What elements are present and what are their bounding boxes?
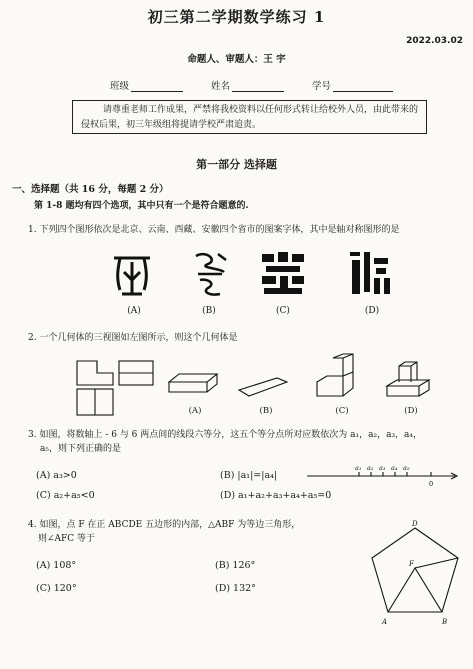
q2-option-b[interactable]: (B) <box>259 406 273 416</box>
question-1 <box>28 223 448 237</box>
q1-option-b[interactable]: (B) <box>202 306 216 316</box>
axis-label-a5: a₅ <box>403 464 410 472</box>
class-field <box>110 78 183 92</box>
question-3-text-line1: 如图，将数轴上 - 6 与 6 两点间的线段六等分，这五个等分点所对应数依次为 a₁，a₂，a₃，a₄， <box>39 430 423 440</box>
vertex-label-a: A <box>382 618 388 626</box>
q4-option-b[interactable]: (B) 126° <box>215 560 256 571</box>
student-info-fields <box>110 78 421 92</box>
emblem-c-icon <box>262 252 304 294</box>
q1-option-c[interactable]: (C) <box>276 306 290 316</box>
copyright-notice: 请尊重老师工作成果，严禁将我校资料以任何形式转让给校外人员，由此带来的侵权后果，初三年级组将提请学校严肃追责。 <box>72 100 427 134</box>
vertex-label-b: B <box>442 618 448 626</box>
q2-option-c[interactable]: (C) <box>335 406 349 416</box>
page-title: 初三第二学期数学练习 1 <box>147 8 326 26</box>
name-field <box>211 78 284 92</box>
class-blank <box>131 81 183 92</box>
q4-option-c[interactable]: (C) 120° <box>36 583 77 594</box>
name-label: 姓名 <box>211 81 231 92</box>
section-instruction: 第 1-8 题均有四个选项，其中只有一个是符合题意的. <box>34 201 249 211</box>
student-id-blank <box>333 81 393 92</box>
vertex-label-f: F <box>409 560 414 568</box>
student-id-label: 学号 <box>312 81 332 92</box>
question-4-number: 4. <box>28 520 37 530</box>
question-4-text-line2: 则∠AFC 等于 <box>38 534 96 544</box>
emblem-b-icon <box>196 254 226 295</box>
solid-b-icon <box>239 378 287 396</box>
question-1-text: 下列四个图形依次是北京、云南、西藏、安徽四个省市的图案字体，其中是轴对称图形的是 <box>39 225 400 235</box>
q3-option-b[interactable]: (B) |a₁|=|a₄| <box>220 470 278 481</box>
q3-option-c[interactable]: (C) a₂+a₅<0 <box>36 490 95 501</box>
question-3-text-line2: a₅，则下列正确的是 <box>40 444 121 454</box>
number-line-figure <box>305 462 460 490</box>
solid-c-icon <box>317 354 353 396</box>
axis-label-zero: 0 <box>429 480 434 488</box>
authors-line: 命题人、审题人：王 宇 <box>187 54 286 65</box>
question-1-option-labels <box>110 306 410 320</box>
solid-d-icon <box>387 362 429 396</box>
q3-option-a[interactable]: (A) a₃>0 <box>36 470 77 481</box>
class-label: 班级 <box>110 81 130 92</box>
vertex-label-d: D <box>412 520 418 528</box>
axis-label-a2: a₂ <box>367 464 374 472</box>
q4-option-d[interactable]: (D) 132° <box>215 583 256 594</box>
q2-option-a[interactable]: (A) <box>188 406 202 416</box>
question-2-number: 2. <box>28 333 37 343</box>
part-heading: 第一部分 选择题 <box>196 158 277 171</box>
name-blank <box>232 81 284 92</box>
q2-option-d[interactable]: (D) <box>404 406 418 416</box>
axis-label-a4: a₄ <box>391 464 398 472</box>
emblem-a-icon <box>114 258 150 294</box>
question-4-text-line1: 如图，点 F 在正 ABCDE 五边形的内部，△ABF 为等边三角形， <box>39 520 301 530</box>
emblem-d-icon <box>350 252 390 294</box>
exam-date: 2022.03.02 <box>406 36 463 46</box>
axis-label-a3: a₃ <box>379 464 386 472</box>
question-2-option-labels <box>165 406 445 418</box>
section-heading: 一、选择题（共 16 分，每题 2 分） <box>12 184 169 195</box>
question-3-number: 3. <box>28 430 37 440</box>
q4-option-a[interactable]: (A) 108° <box>36 560 77 571</box>
solid-a-icon <box>169 374 217 392</box>
q1-option-a[interactable]: (A) <box>127 306 141 316</box>
question-2 <box>28 331 448 345</box>
question-3 <box>28 428 458 456</box>
student-id-field <box>312 78 393 92</box>
question-1-emblems <box>110 250 410 300</box>
question-4 <box>28 518 348 546</box>
pentagon-figure <box>360 520 470 630</box>
question-1-number: 1. <box>28 225 37 235</box>
q1-option-d[interactable]: (D) <box>364 306 380 316</box>
question-2-text: 一个几何体的三视图如左图所示，则这个几何体是 <box>39 333 238 343</box>
three-views-figure <box>75 355 160 417</box>
q3-option-d[interactable]: (D) a₁+a₂+a₃+a₄+a₅=0 <box>220 490 332 501</box>
axis-label-a1: a₁ <box>355 464 362 472</box>
